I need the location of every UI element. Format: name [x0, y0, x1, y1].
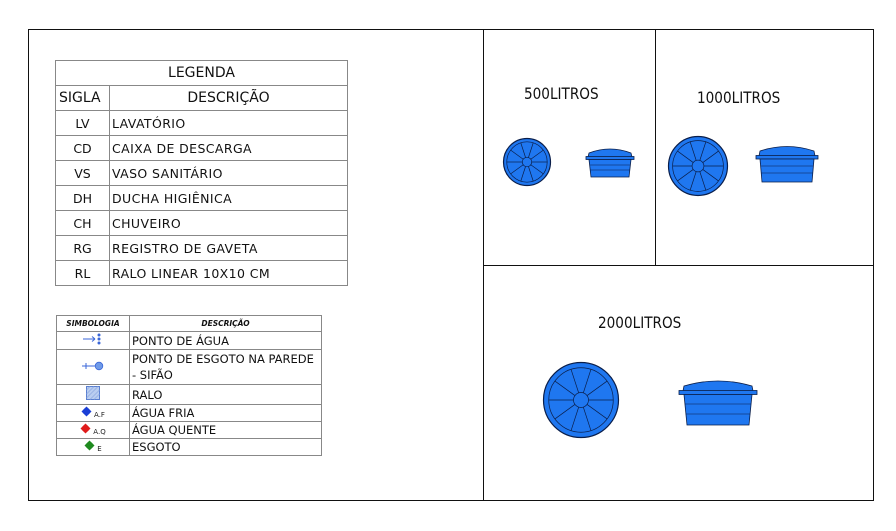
legenda-descricao: DUCHA HIGIÊNICA	[110, 186, 348, 211]
legenda-row	[56, 236, 348, 261]
divider-vertical-top	[655, 29, 656, 265]
legenda-title: LEGENDA	[56, 61, 348, 86]
legenda-row	[56, 261, 348, 286]
simbologia-row	[57, 385, 322, 405]
legenda-sigla: DH	[56, 186, 110, 211]
legenda-descricao: RALO LINEAR 10X10 CM	[110, 261, 348, 286]
legenda-row	[56, 111, 348, 136]
hot-water-code: A.Q	[93, 428, 106, 436]
simbologia-row	[57, 405, 322, 422]
simbologia-table	[56, 315, 322, 456]
tank-500-side-view-icon	[584, 146, 636, 180]
simbologia-row	[57, 422, 322, 439]
divider-horizontal	[483, 265, 874, 266]
tank-500-top-view-icon	[502, 137, 552, 187]
simbologia-header-simbologia: SIMBOLOGIA	[57, 316, 130, 332]
simbologia-descricao: RALO	[130, 385, 322, 405]
legenda-sigla: RL	[56, 261, 110, 286]
legenda-sigla: RG	[56, 236, 110, 261]
legenda-row	[56, 136, 348, 161]
legenda-descricao: REGISTRO DE GAVETA	[110, 236, 348, 261]
cold-water-code: A.F	[94, 411, 105, 419]
legenda-descricao: CAIXA DE DESCARGA	[110, 136, 348, 161]
legenda-row	[56, 186, 348, 211]
legenda-descricao: CHUVEIRO	[110, 211, 348, 236]
simbologia-row	[57, 332, 322, 350]
legenda-sigla: CD	[56, 136, 110, 161]
simbologia-descricao: ÁGUA FRIA	[130, 405, 322, 422]
legenda-sigla: VS	[56, 161, 110, 186]
simbologia-row	[57, 439, 322, 456]
sewage-icon	[84, 440, 95, 451]
legenda-table	[55, 60, 348, 286]
simbologia-descricao: PONTO DE ÁGUA	[130, 332, 322, 350]
tank-1000-top-view-icon	[667, 135, 729, 197]
tank-2000-label: 2000LITROS	[598, 313, 682, 332]
simbologia-header-descricao: DESCRIÇÃO	[130, 316, 322, 332]
legenda-header-descricao: DESCRIÇÃO	[110, 86, 348, 111]
sewage-code: E	[97, 445, 102, 453]
legenda-header-sigla: SIGLA	[56, 86, 110, 111]
tank-2000-top-view-icon	[542, 361, 620, 439]
water-point-icon	[81, 332, 105, 346]
sewer-point-icon	[80, 359, 106, 373]
legenda-row	[56, 211, 348, 236]
tank-2000-side-view-icon	[677, 377, 759, 429]
legenda-sigla: CH	[56, 211, 110, 236]
simbologia-descricao: PONTO DE ESGOTO NA PAREDE - SIFÃO	[130, 350, 322, 385]
legenda-row	[56, 161, 348, 186]
legenda-descricao: VASO SANITÁRIO	[110, 161, 348, 186]
legenda-sigla: LV	[56, 111, 110, 136]
tank-1000-label: 1000LITROS	[697, 88, 781, 107]
cold-water-icon	[81, 406, 92, 417]
tank-1000-side-view-icon	[754, 143, 820, 185]
simbologia-descricao: ÁGUA QUENTE	[130, 422, 322, 439]
tank-500-label: 500LITROS	[524, 84, 599, 103]
hot-water-icon	[80, 423, 91, 434]
drain-icon	[85, 385, 101, 401]
legenda-descricao: LAVATÓRIO	[110, 111, 348, 136]
simbologia-row	[57, 350, 322, 385]
simbologia-descricao: ESGOTO	[130, 439, 322, 456]
